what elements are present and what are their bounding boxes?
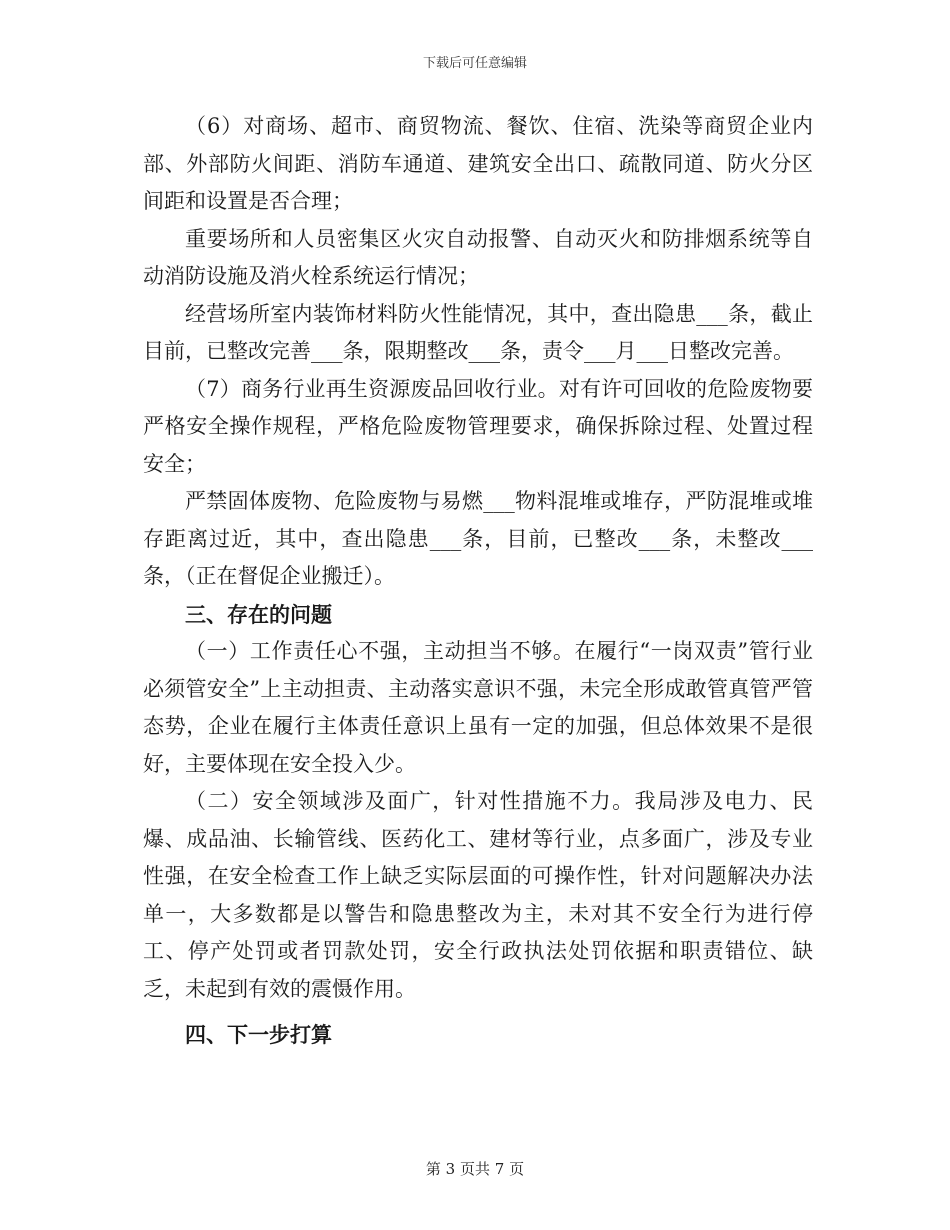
paragraph: 严禁固体废物、危险废物与易燃___物料混堆或堆存，严防混堆或堆存距离过近，其中，查出隐患___条，目前，已整改___条，未整改___条，（正在督促企业搬迁）。 bbox=[143, 489, 813, 588]
paragraph: （6）对商场、超市、商贸物流、餐饮、住宿、洗染等商贸企业内部、外部防火间距、消防车通道、建筑安全出口、疏散同道、防火分区间距和设置是否合理； bbox=[143, 114, 813, 213]
paragraph: （7）商务行业再生资源废品回收行业。对有许可回收的危险废物要严格安全操作规程，严格危险废物管理要求，确保拆除过程、处置过程安全； bbox=[143, 376, 813, 476]
section-heading: 三、存在的问题 bbox=[185, 601, 332, 627]
page-header: 下载后可任意编辑 bbox=[422, 56, 527, 71]
paragraph: 重要场所和人员密集区火灾自动报警、自动灭火和防排烟系统等自动消防设施及消火栓系统运行情况； bbox=[143, 226, 813, 288]
section-heading: 四、下一步打算 bbox=[185, 1022, 332, 1047]
paragraph: （二）安全领域涉及面广，针对性措施不力。我局涉及电力、民爆、成品油、长输管线、医药化工、建材等行业，点多面广，涉及专业性强，在安全检查工作上缺乏实际层面的可操作性，针对问题解决办法单一，大多数都是以警告和隐患整改为主，未对其不安全行为进行停工、停产处罚或者罚款处罚，安全行政执法处罚依据和职责错位、缺乏，未起到有效的震慑作用。 bbox=[143, 789, 813, 1001]
paragraph: 经营场所室内装饰材料防火性能情况，其中，查出隐患___条，截止目前，已整改完善___条，限期整改___条，责令___月___日整改完善。 bbox=[143, 301, 813, 363]
document-body bbox=[143, 108, 813, 1054]
page-footer: 第 3 页共 7 页 bbox=[425, 1160, 525, 1178]
paragraph: （一）工作责任心不强，主动担当不够。在履行“一岗双责”管行业必须管安全”上主动担责、主动落实意识不强，未完全形成敢管真管严管态势，企业在履行主体责任意识上虽有一定的加强，但总体效果不是很好，主要体现在安全投入少。 bbox=[143, 639, 813, 776]
